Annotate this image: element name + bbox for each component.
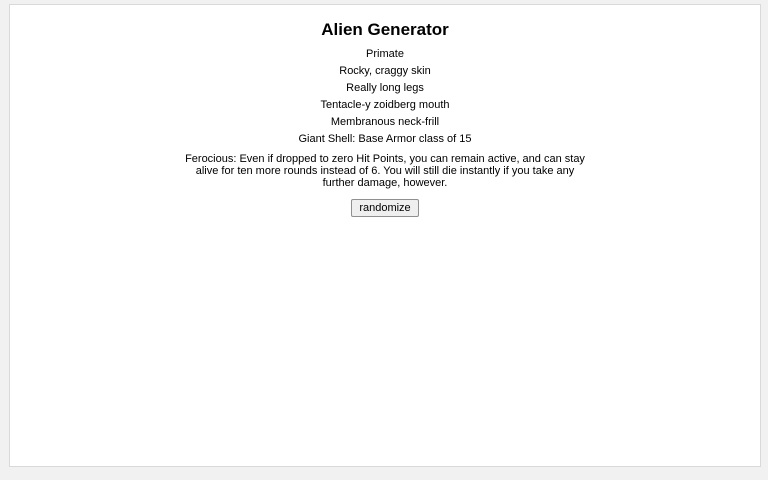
trait-body-type: Primate xyxy=(366,48,404,60)
trait-skin: Rocky, craggy skin xyxy=(339,65,431,77)
randomize-button[interactable]: randomize xyxy=(351,199,418,217)
trait-mouth: Tentacle-y zoidberg mouth xyxy=(320,99,450,111)
trait-neck: Membranous neck-frill xyxy=(330,116,440,128)
button-row xyxy=(10,198,760,217)
trait-armor: Giant Shell: Base Armor class of 15 xyxy=(298,133,472,145)
trait-legs: Really long legs xyxy=(346,82,424,94)
content-card xyxy=(9,4,761,467)
trait-special-ability-description: Ferocious: Even if dropped to zero Hit Points, you can remain active, and can stay alive for ten more rounds instead of 6. You will still die instantly if you take any further damage, however. xyxy=(185,153,585,189)
page-title: Alien Generator xyxy=(321,20,449,39)
